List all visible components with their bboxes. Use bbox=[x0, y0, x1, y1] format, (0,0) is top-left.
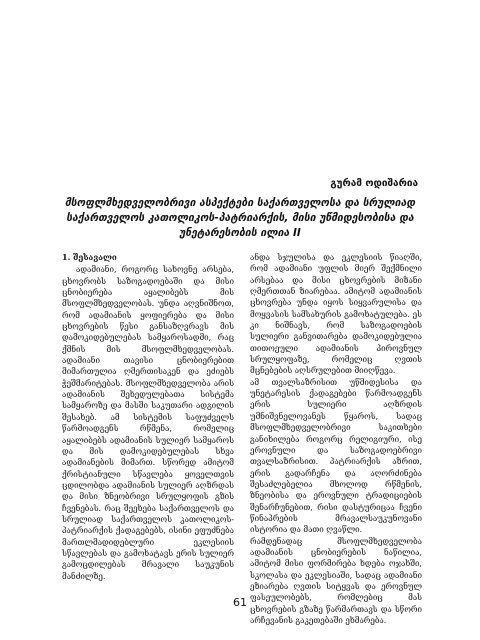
right-column-text: ანდა სჯულისა და ეკლესიის წიაღში, რომ ადამიანი უფლის მიერ შექმნილი არსებაა და მისი ცხოვრების მიზანი ღმერთთან ზიარებაა. ამიტომ ადამიანის ცხოვრება უნდა იყოს სიყვარულისა და მოყვასის სამსახურის გამოხატულება. ეს კი ნიშნავს, რომ საზოგადოების სულიერი განვითარება დამოკიდებულია თითოეული ადამიანის პიროვნულ სრულყოფაზე, რომელიც ღვთის მცნებების აღსრულებით მიიღწევა. ამ თვალსაზრისით უწმიდესისა და უნეტარესის ქადაგებები წარმოადგენს ერის სულიერი აღზრდის უმნიშვნელოვანეს წყაროს, სადაც მსოფლმხედველობრივი საკითხები განიხილება როგორც რელიგიური, ისე ეროვნული და საზოგადოებრივი თვალსაზრისით. პატრიარქის აზრით, ერის გადარჩენა და აღორძინება შესაძლებელია მხოლოდ რწმენის, ზნეობისა და ეროვნული ტრადიციების შენარჩუნებით, რისი დასტურიცაა ჩვენი წინაპრების მრავალსაუკუნოვანი ისტორია და მათი ღვაწლი. რამდენადაც მსოფლმხედველობა ადამიანის ცნობიერების ნაწილია, ამიტომ მისი ფორმირება ხდება ოჯახში, სკოლასა და ეკლესიაში, სადაც ადამიანი ეზიარება ღვთის სიტყვას და ეროვნულ ფასეულობებს, რომლებიც მას ცხოვრების გზაზე წარმართავს და სწორი არჩევანის გაკეთებაში ეხმარება. bbox=[250, 253, 422, 625]
section-heading: 1. შესავალი bbox=[62, 252, 117, 262]
article-title: მსოფლმხედველობრივი ასპექტები საქართველოსა და სრულიად საქართველოს კათოლიკოს-პატრიარქის, მისი უწმიდესობისა და უნეტარესობის ილია II bbox=[64, 197, 416, 239]
page-number: 61 bbox=[233, 596, 247, 609]
right-column bbox=[250, 252, 422, 625]
author-name: გურამ ოდიშარია bbox=[330, 178, 418, 189]
left-column-text: ადამიანი, როგორც სახოვნე არსება, ცხოვრობს საზოგადოებაში და მისი ცნობიერება აყალიბებს მის მსოფლმხედველობას. უნდა აღვნიშნოთ, რომ ადამიანის ყოფიერება და მისი ცხოვრების წესი განსაზღვრავს მის დამოკიდებულებას სამყაროსადმი, რაც ქმნის მის მსოფლმხედველობას. ადამიანი თავისი ცნობიერებით მიმართულია ღმერთისაკენ და ეძიებს ჭეშმარიტებას. მსოფლმხედველობა არის ადამიანის შეხედულებათა სისტემა სამყაროზე და მასში საკუთარი ადგილის შესახებ. ამ სისტემის საფუძველს წარმოადგენს რწმენა, რომელიც აყალიბებს ადამიანის სულიერ სამყაროს და მის დამოკიდებულებას სხვა ადამიანების მიმართ. სწორედ ამიტომ ქრისტიანული სწავლება ყოველთვის ცდილობდა ადამიანის სულიერ აღზრდას და მისი ზნეობრივი სრულყოფის გზის ჩვენებას. რაც შეეხება საქართველოს და სრულიად საქართველოს კათოლიკოს-პატრიარქის ქადაგებებს, ისინი ეფუძნება მართლმადიდებლური ეკლესიის სწავლებას და გამოხატავს ერის სულიერ გამოცდილებას მრავალი საუკუნის მანძილზე. bbox=[62, 265, 234, 581]
left-column bbox=[62, 252, 234, 582]
